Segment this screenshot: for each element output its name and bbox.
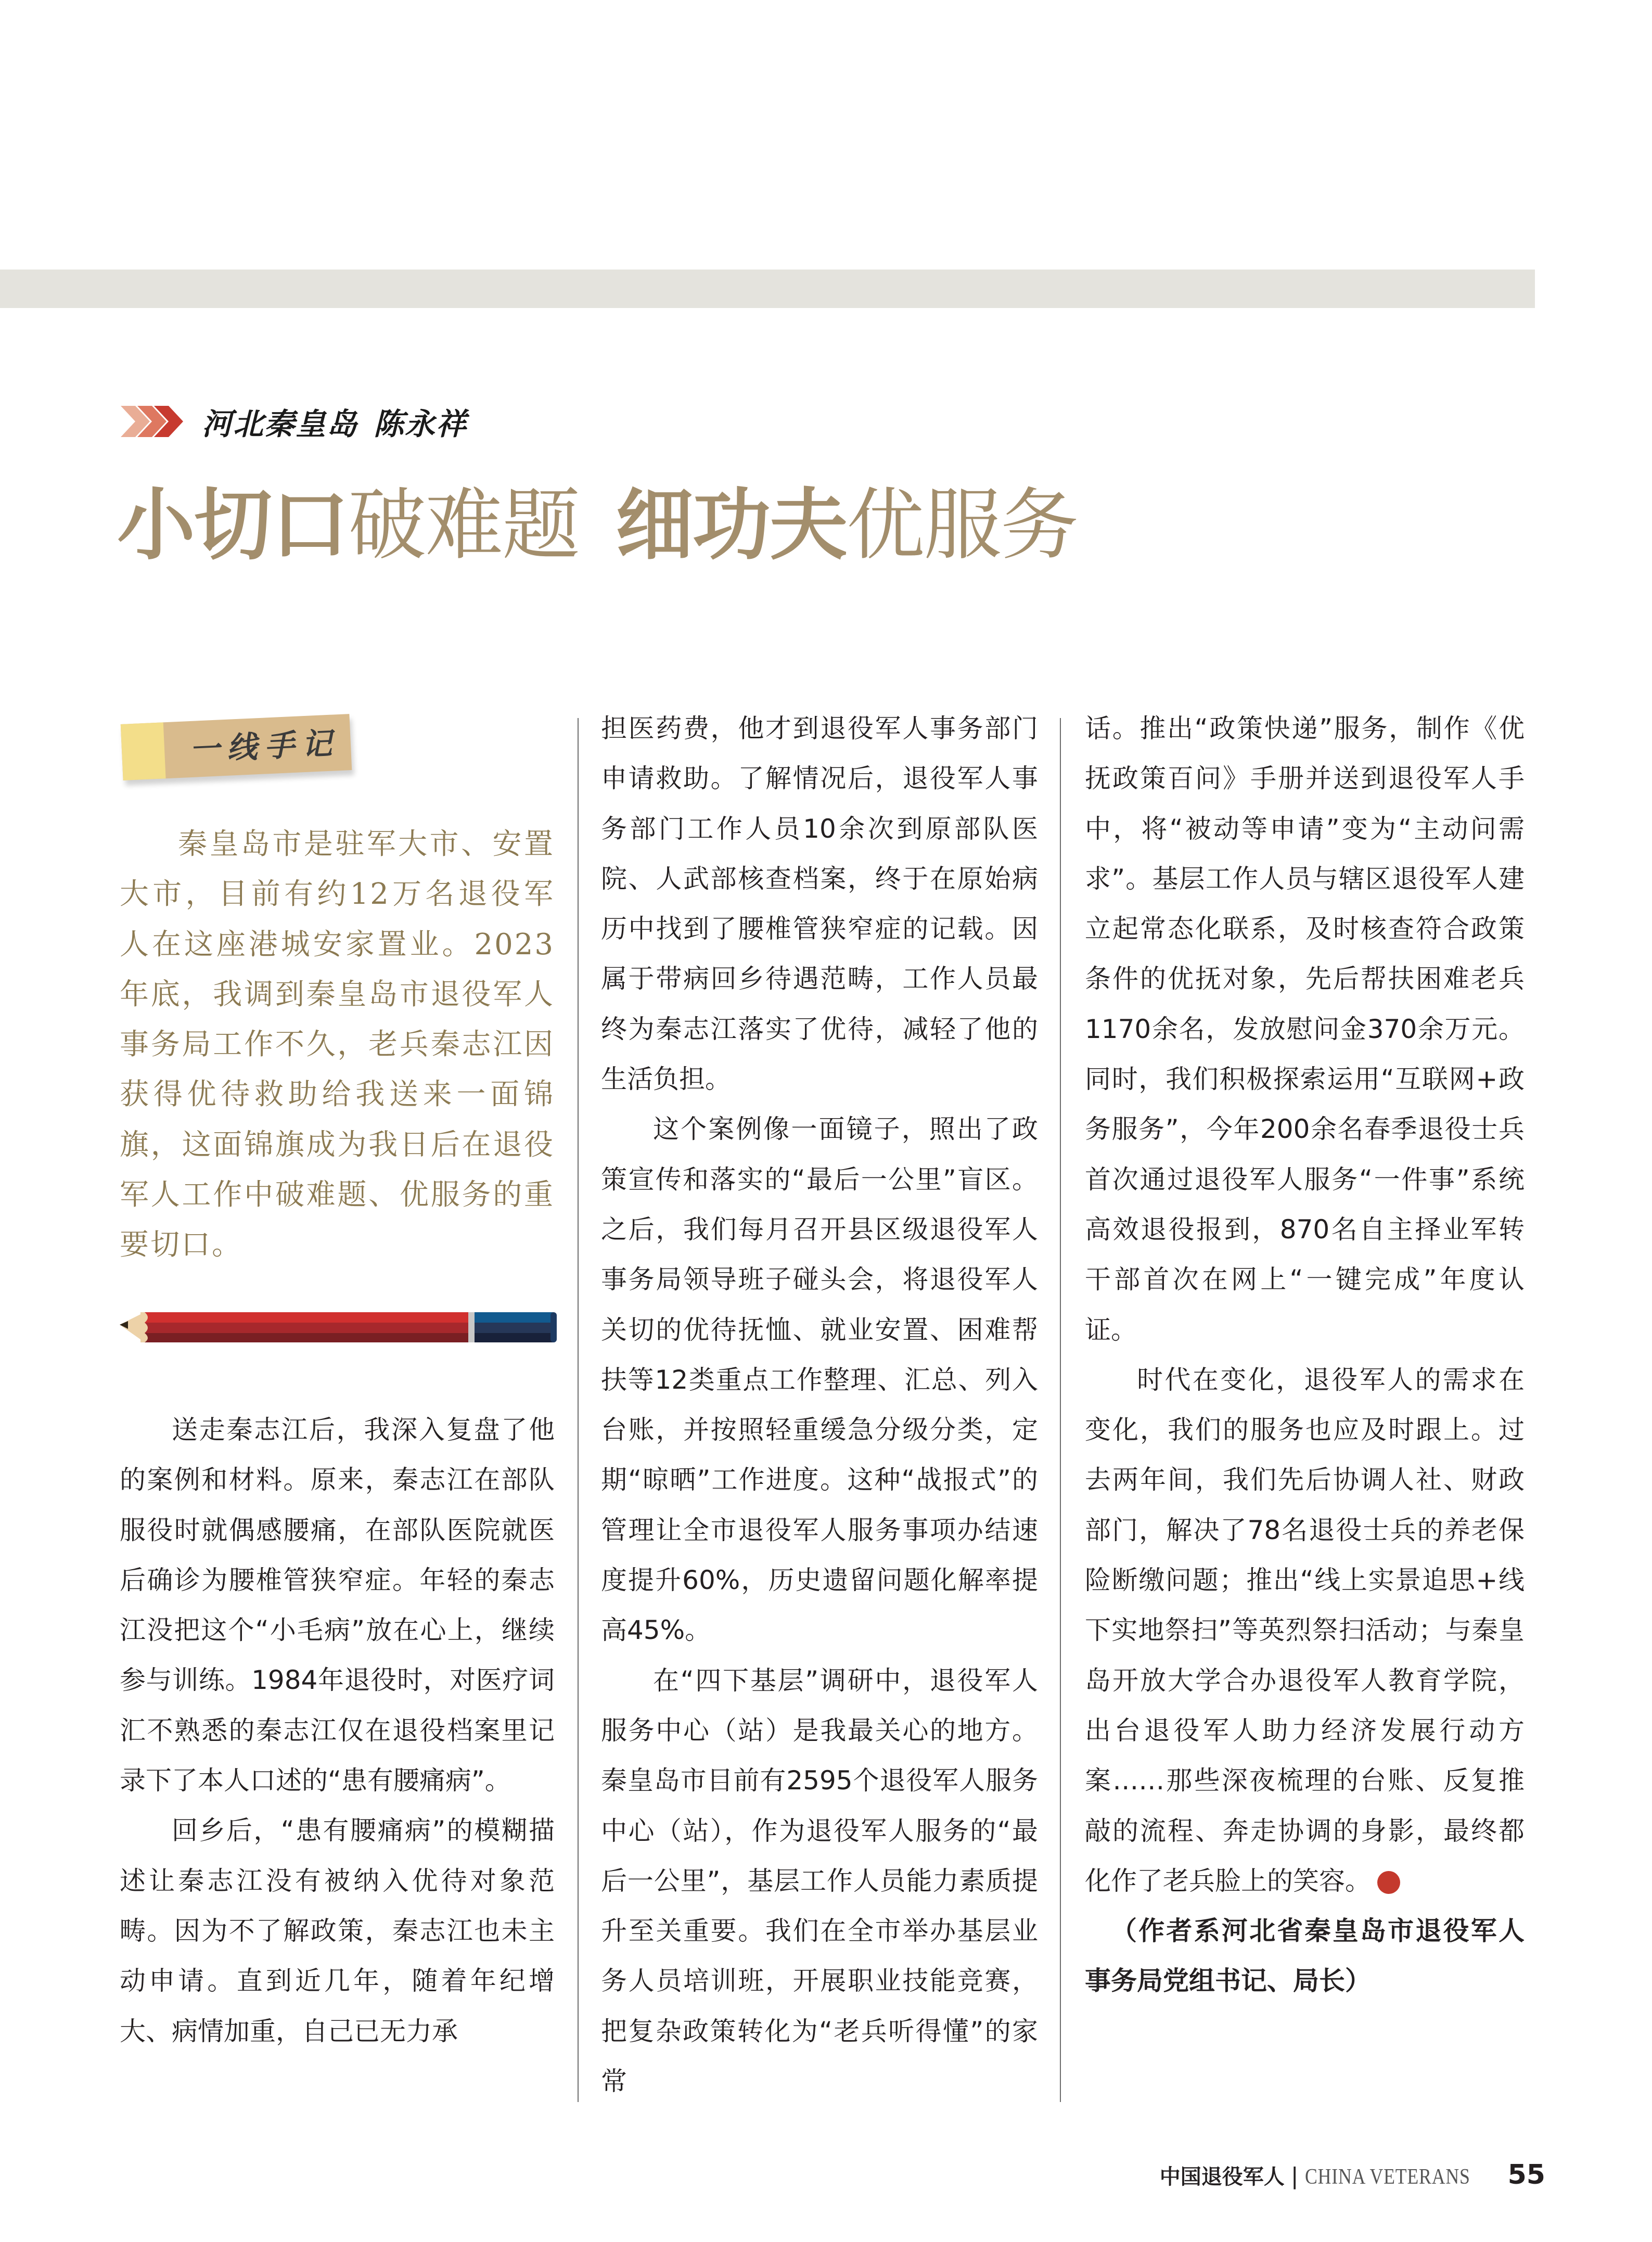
- pencil-icon: [120, 1312, 557, 1342]
- chevron-right-icon: [154, 406, 183, 437]
- tag-yellow-strip: [121, 722, 166, 780]
- column-divider: [1060, 718, 1061, 2102]
- title-part1-regular: 破难题: [348, 480, 580, 571]
- footer-separator: |: [1290, 2163, 1299, 2189]
- paragraph-continuation: 担医药费，他才到退役军人事务部门申请救助。了解情况后，退役军人事务部门工作人员10余次到原部队医院、人武部核查档案，终于在原始病历中找到了腰椎管狭窄症的记载。因属于带病回乡待遇范畴，工作人员最终为秦志江落实了优待，减轻了他的生活负担。: [601, 713, 1038, 1095]
- column-2: [601, 703, 1038, 2106]
- column-3: [1085, 703, 1525, 2006]
- title-part2-regular: 优服务: [847, 480, 1078, 571]
- page-footer: [1160, 2159, 1545, 2190]
- page-number: 55: [1507, 2159, 1545, 2190]
- paragraph: 送走秦志江后，我深入复盘了他的案例和材料。原来，秦志江在部队服役时就偶感腰痛，在部队医院就医后确诊为腰椎管狭窄症。年轻的秦志江没把这个“小毛病”放在心上，继续参与训练。1984年退役时，对医疗词汇不熟悉的秦志江仅在退役档案里记录下了本人口述的“患有腰痛病”。: [120, 1415, 555, 1796]
- author-note: （作者系河北省秦皇岛市退役军人事务局党组书记、局长）: [1085, 1916, 1525, 1996]
- byline: [121, 401, 467, 442]
- paragraph-continuation: 话。推出“政策快递”服务，制作《优抚政策百问》手册并送到退役军人手中，将“被动等申请”变为“主动问需求”。基层工作人员与辖区退役军人建立起常态化联系，及时核查符合政策条件的优抚对象，先后帮扶困难老兵1170余名，发放慰问金370余万元。同时，我们积极探索运用“互联网+政务服务”，今年200余名春季退役士兵首次通过退役军人服务“一件事”系统高效退役报到，870名自主择业军转干部首次在网上“一键完成”年度认证。: [1085, 713, 1525, 1345]
- column-divider: [578, 718, 579, 2102]
- magazine-name-cn: 中国退役军人: [1159, 2165, 1285, 2189]
- paragraph: 回乡后，“患有腰痛病”的模糊描述让秦志江没有被纳入优待对象范畴。因为不了解政策，秦志江也未主动申请。直到近几年，随着年纪增大、病情加重，自己已无力承: [120, 1815, 555, 2046]
- byline-text: [202, 400, 467, 443]
- title-part1-bold: 小切口: [117, 480, 349, 571]
- end-mark-icon: V: [1377, 1871, 1400, 1894]
- tag-paper: [121, 714, 352, 780]
- paragraph: 这个案例像一面镜子，照出了政策宣传和落实的“最后一公里”盲区。之后，我们每月召开县区级退役军人事务局领导班子碰头会，将退役军人关切的优待抚恤、就业安置、困难帮扶等12类重点工作整理、汇总、列入台账，并按照轻重缓急分级分类，定期“晾晒”工作进度。这种“战报式”的管理让全市退役军人服务事项办结速度提升60%，历史遗留问题化解率提高45%。: [601, 1114, 1038, 1646]
- paragraph-text: 时代在变化，退役军人的需求在变化，我们的服务也应及时跟上。过去两年间，我们先后协调人社、财政部门，解决了78名退役士兵的养老保险断缴问题；推出“线上实景追思+线下实地祭扫”等英烈祭扫活动；与秦皇岛开放大学合办退役军人教育学院，出台退役军人助力经济发展行动方案……那些深夜梳理的台账、反复推敲的流程、奔走协调的身影，最终都化作了老兵脸上的笑容。: [1085, 1364, 1525, 1896]
- column-1: [120, 1405, 555, 2056]
- byline-location: 河北秦皇岛: [202, 406, 358, 442]
- paragraph: 在“四下基层”调研中，退役军人服务中心（站）是我最关心的地方。秦皇岛市目前有2595个退役军人服务中心（站），作为退役军人服务的“最后一公里”，基层工作人员能力素质提升至关重要。我们在全市举办基层业务人员培训班，开展职业技能竞赛，把复杂政策转化为“老兵听得懂”的家常: [601, 1665, 1038, 2097]
- article-title: [117, 481, 1078, 570]
- tag-label: 一线手记: [188, 725, 340, 768]
- section-tag: [116, 703, 355, 782]
- magazine-name-en: CHINA VETERANS: [1304, 2165, 1470, 2189]
- paragraph-final: [1085, 1355, 1525, 1906]
- field-note-text: 秦皇岛市是驻军大市、安置大市，目前有约12万名退役军人在这座港城安家置业。2023年底，我调到秦皇岛市退役军人事务局工作不久，老兵秦志江因获得优待救助给我送来一面锦旗，这面锦旗成为我日后在退役军人工作中破难题、优服务的重要切口。: [120, 827, 555, 1262]
- byline-author: 陈永祥: [374, 406, 468, 442]
- title-part2-bold: 细功夫: [616, 480, 847, 571]
- header-band: [0, 270, 1535, 308]
- field-note: [120, 819, 555, 1271]
